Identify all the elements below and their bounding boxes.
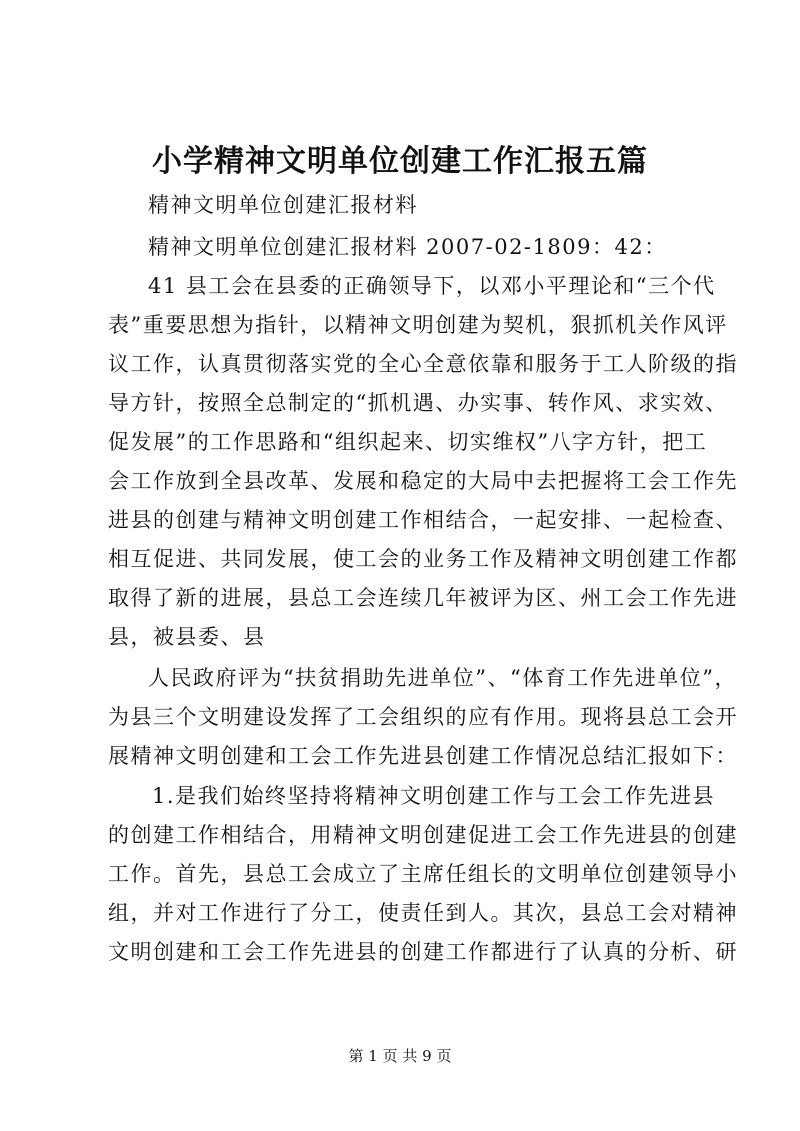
body-line-3: 41 县工会在县委的正确领导下，以邓小平理论和“三个代 <box>148 274 716 298</box>
page-footer: 第 1 页 共 9 页 <box>348 1047 452 1065</box>
body-line-16: 1.是我们始终坚持将精神文明创建工作与工会工作先进县 <box>152 784 716 808</box>
body-line-14: 为县三个文明建设发挥了工会组织的应有作用。现将县总工会开 <box>108 705 738 729</box>
body-line-9: 进县的创建与精神文明创建工作相结合，一起安排、一起检查、 <box>108 508 738 532</box>
body-line-1: 精神文明单位创建汇报材料 <box>148 193 418 217</box>
body-line-20: 文明创建和工会工作先进县的创建工作都进行了认真的分析、研 <box>108 940 738 964</box>
body-line-8: 会工作放到全县改革、发展和稳定的大局中去把握将工会工作先 <box>108 469 738 493</box>
body-line-10: 相互促进、共同发展，使工会的业务工作及精神文明创建工作都 <box>108 547 738 571</box>
body-line-6: 导方针，按照全总制定的“抓机遇、办实事、转作风、求实效、 <box>108 391 728 415</box>
body-line-13: 人民政府评为“扶贫捐助先进单位”、“体育工作先进单位”， <box>148 666 737 690</box>
body-line-12: 县，被县委、县 <box>108 625 266 649</box>
body-line-2: 精神文明单位创建汇报材料 2007-02-1809：42： <box>148 235 667 259</box>
document-title: 小学精神文明单位创建工作汇报五篇 <box>152 144 648 179</box>
body-line-4: 表”重要思想为指针，以精神文明创建为契机，狠抓机关作风评 <box>108 313 728 337</box>
body-line-18: 工作。首先，县总工会成立了主席任组长的文明单位创建领导小 <box>108 862 738 886</box>
body-line-17: 的创建工作相结合，用精神文明创建促进工会工作先进县的创建 <box>108 823 738 847</box>
body-line-7: 促发展”的工作思路和“组织起来、切实维权”八字方针，把工 <box>108 430 708 454</box>
body-line-5: 议工作，认真贯彻落实党的全心全意依靠和服务于工人阶级的指 <box>108 352 738 376</box>
body-line-19: 组，并对工作进行了分工，使责任到人。其次，县总工会对精神 <box>108 901 738 925</box>
body-line-15: 展精神文明创建和工会工作先进县创建工作情况总结汇报如下： <box>108 744 738 768</box>
body-line-11: 取得了新的进展，县总工会连续几年被评为区、州工会工作先进 <box>108 586 738 610</box>
